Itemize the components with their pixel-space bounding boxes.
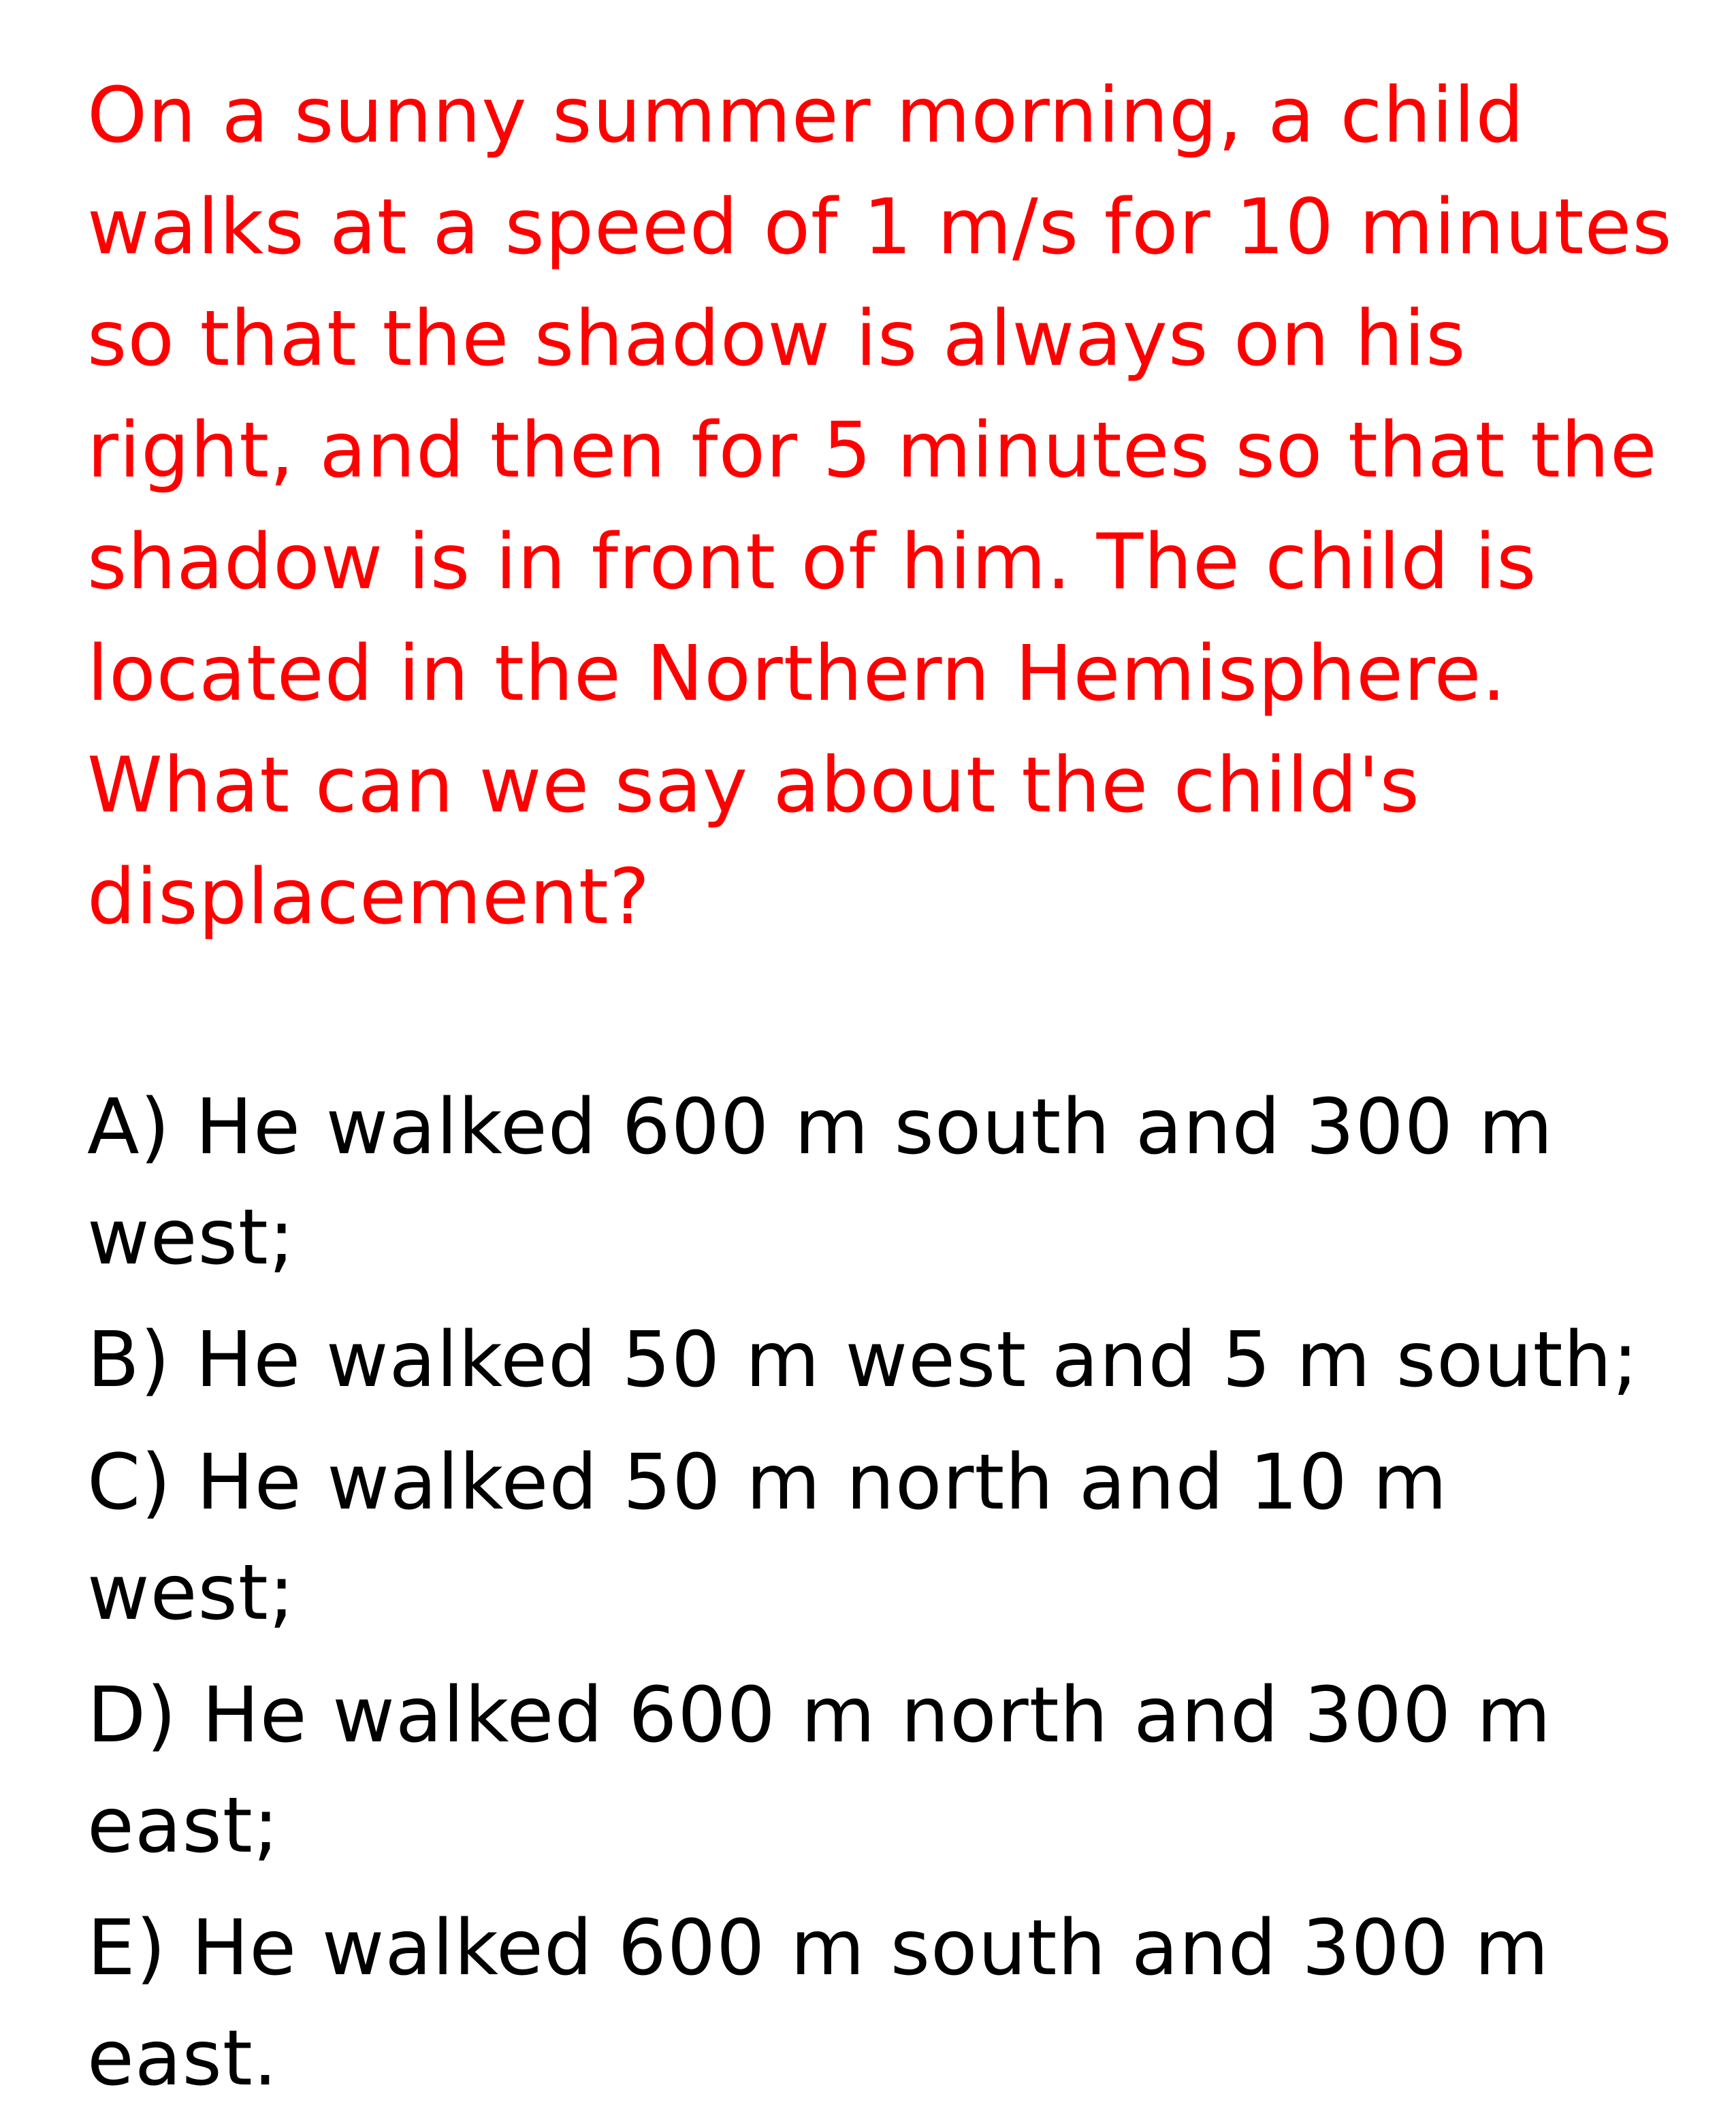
option-e: E) He walked 600 m south and 300 m east.: [87, 1904, 1549, 2103]
option-c: C) He walked 50 m north and 10 m west;: [87, 1438, 1448, 1637]
document-page: [87, 60, 1673, 2126]
option-b: B) He walked 50 m west and 5 m south;: [87, 1316, 1639, 1404]
question-text: On a sunny summer morning, a child walks at a speed of 1 m/s for 10 minutes so that the shadow is always on his right, and then for 5 minutes so that the shadow is in front of him. The child is located in the Northern Hemisphere. What can we say about the child's displacement?: [87, 71, 1673, 941]
option-d: D) He walked 600 m north and 300 m east;: [87, 1671, 1552, 1870]
answer-options: [87, 1072, 1673, 2114]
option-a: A) He walked 600 m south and 300 m west;: [87, 1083, 1554, 1282]
